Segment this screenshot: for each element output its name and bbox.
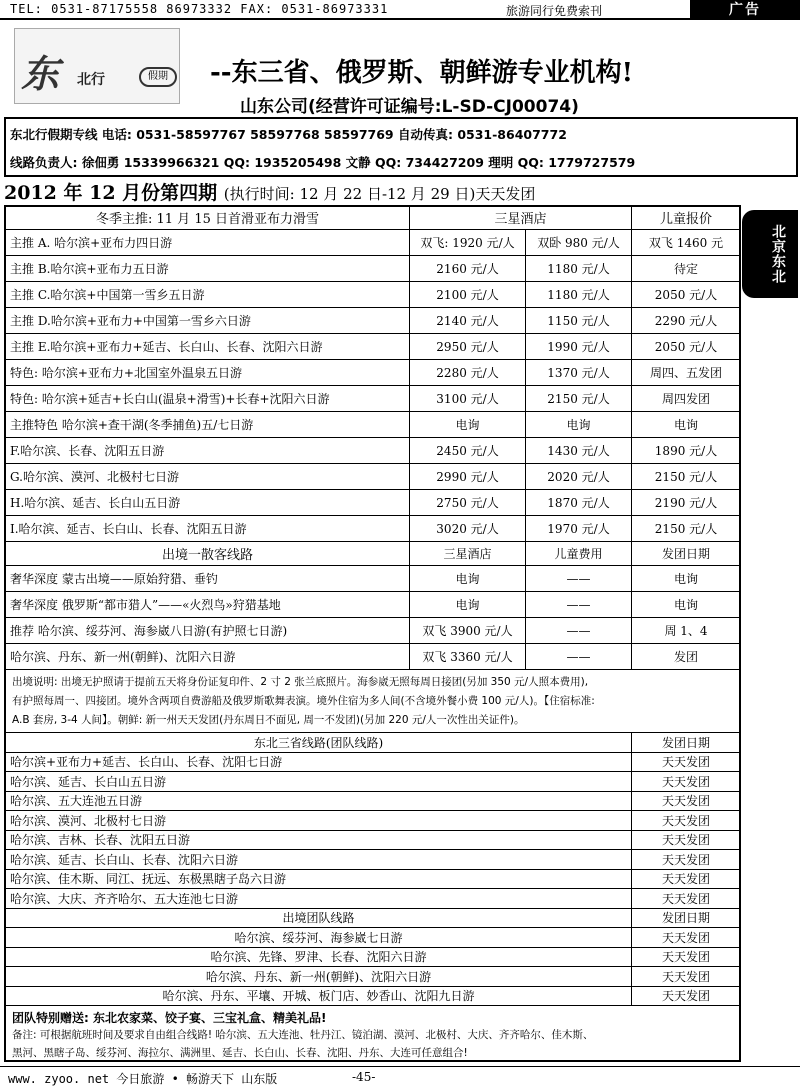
- page-footer: [0, 1066, 800, 1086]
- out-group-row: [6, 948, 740, 968]
- winter-price-child: 1890 元/人: [654, 444, 718, 458]
- winter-header-row: [6, 206, 740, 230]
- company-branch: 山东公司(经营许可证编号:L-SD-CJ00074): [240, 97, 579, 117]
- outbound-price: 双飞 3360 元/人: [410, 644, 526, 669]
- winter-route: 主推 B.哈尔滨+亚布力五日游: [6, 256, 410, 281]
- winter-price-child: 2050 元/人: [654, 340, 718, 354]
- out-group-row: [6, 928, 740, 948]
- winter-price-a: 3020 元/人: [410, 516, 526, 541]
- ne-group-date: 天天发团: [661, 774, 710, 789]
- outbound-row: [6, 644, 740, 670]
- logo-badge: 假期: [139, 67, 177, 87]
- footer-site: www. zyoo. net 今日旅游 • 畅游天下 山东版: [8, 1072, 278, 1086]
- ne-group-date: 天天发团: [661, 813, 710, 828]
- ne-group-route: 哈尔滨、漠河、北极村七日游: [6, 811, 632, 830]
- winter-price-child: 待定: [673, 262, 698, 276]
- winter-row: [6, 308, 740, 334]
- outbound-price: 电询: [410, 592, 526, 617]
- ne-group-header-date: 发团日期: [661, 735, 710, 750]
- winter-price-b: 双卧 980 元/人: [526, 230, 632, 255]
- logo-sub: 北行: [77, 72, 105, 88]
- winter-price-child: 周四、五发团: [649, 366, 722, 380]
- ne-group-route: 哈尔滨、五大连池五日游: [6, 792, 632, 811]
- ne-group-date: 天天发团: [661, 833, 710, 848]
- winter-price-a: 2950 元/人: [410, 334, 526, 359]
- winter-row: [6, 360, 740, 386]
- winter-price-a: 2160 元/人: [410, 256, 526, 281]
- side-tab: [742, 210, 798, 298]
- winter-price-child: 2150 元/人: [654, 470, 718, 484]
- ne-group-date: 天天发团: [661, 755, 710, 770]
- outbound-child: ——: [526, 566, 632, 591]
- winter-price-child: 2050 元/人: [654, 288, 718, 302]
- logo-text: 东: [21, 51, 60, 96]
- winter-price-child: 2190 元/人: [654, 496, 718, 510]
- ne-group-route: 哈尔滨、佳木斯、同江、抚远、东极黑瞎子岛六日游: [6, 870, 632, 889]
- out-group-header-row: [6, 909, 740, 929]
- ne-group-row: [6, 870, 740, 890]
- outbound-row: [6, 566, 740, 592]
- contact-box: [4, 117, 798, 177]
- winter-price-child: 双飞 1460 元: [648, 236, 724, 250]
- winter-row: [6, 282, 740, 308]
- contact-line-1: 东北行假期专线 电话: 0531-58597767 58597768 58597769 自动传真: 0531-86407772: [10, 127, 567, 142]
- outbound-note-line: 出境说明: 出境无护照请于提前五天将身份证复印件、2 寸 2 张兰底照片。海参崴无照每周日接团(另加 350 元/人照本费用),: [12, 676, 589, 688]
- winter-route: 主推特色 哈尔滨+查干湖(冬季捕鱼)五/七日游: [6, 412, 410, 437]
- winter-row: [6, 516, 740, 542]
- company-logo: [14, 28, 180, 104]
- winter-route: I.哈尔滨、延吉、长白山、长春、沈阳五日游: [6, 516, 410, 541]
- winter-price-child: 周四发团: [661, 392, 710, 406]
- out-group-route: 哈尔滨、先锋、罗津、长春、沈阳六日游: [6, 948, 632, 967]
- outbound-price: 双飞 3900 元/人: [410, 618, 526, 643]
- outbound-child: ——: [526, 618, 632, 643]
- winter-price-b: 1180 元/人: [526, 282, 632, 307]
- outbound-child: ——: [526, 592, 632, 617]
- header-publication: 旅游同行免费索刊: [506, 4, 603, 18]
- outbound-row: [6, 618, 740, 644]
- outbound-route: 哈尔滨、丹东、新一州(朝鲜)、沈阳六日游: [6, 644, 410, 669]
- outbound-child: ——: [526, 644, 632, 669]
- ne-group-row: [6, 792, 740, 812]
- winter-header-child: 儿童报价: [659, 212, 712, 227]
- winter-route: G.哈尔滨、漠河、北极村七日游: [6, 464, 410, 489]
- side-tab-label: 北京东北: [770, 224, 786, 284]
- out-group-route: 哈尔滨、丹东、平壤、开城、板门店、妙香山、沈阳九日游: [6, 987, 632, 1006]
- outbound-route: 奢华深度 蒙古出境——原始狩猎、垂钓: [6, 566, 410, 591]
- winter-price-b: 1990 元/人: [526, 334, 632, 359]
- company-slogan: --东三省、俄罗斯、朝鲜游专业机构!: [210, 58, 633, 88]
- winter-route: 主推 A. 哈尔滨+亚布力四日游: [6, 230, 410, 255]
- winter-price-b: 电询: [526, 412, 632, 437]
- winter-price-b: 1870 元/人: [526, 490, 632, 515]
- winter-price-a: 双飞: 1920 元/人: [410, 230, 526, 255]
- winter-route: H.哈尔滨、延吉、长白山五日游: [6, 490, 410, 515]
- winter-row: [6, 386, 740, 412]
- period-note: (执行时间: 12 月 22 日-12 月 29 日)天天发团: [223, 185, 536, 203]
- out-group-date: 天天发团: [661, 950, 710, 965]
- winter-route: 特色: 哈尔滨+延吉+长白山(温泉+滑雪)+长春+沈阳六日游: [6, 386, 410, 411]
- out-group-row: [6, 967, 740, 987]
- winter-row: [6, 230, 740, 256]
- winter-row: [6, 412, 740, 438]
- ne-group-route: 哈尔滨、延吉、长白山五日游: [6, 772, 632, 791]
- ne-group-date: 天天发团: [661, 891, 710, 906]
- outbound-note-line: A.B 套房, 3-4 人间】。朝鲜: 新一州天天发团(丹东周日不面见, 周一不发团)(另加 220 元/人一次性出关证件)。: [12, 714, 525, 726]
- winter-price-a: 电询: [410, 412, 526, 437]
- winter-price-a: 2750 元/人: [410, 490, 526, 515]
- ne-group-date: 天天发团: [661, 872, 710, 887]
- winter-route: 主推 D.哈尔滨+亚布力+中国第一雪乡六日游: [6, 308, 410, 333]
- winter-price-a: 3100 元/人: [410, 386, 526, 411]
- ne-group-route: 哈尔滨、大庆、齐齐哈尔、五大连池七日游: [6, 889, 632, 908]
- period-title: [4, 178, 535, 205]
- ne-group-route: 哈尔滨、延吉、长白山、长春、沈阳六日游: [6, 850, 632, 869]
- winter-row: [6, 490, 740, 516]
- outbound-header-date: 发团日期: [661, 547, 710, 561]
- ne-group-row: [6, 772, 740, 792]
- outbound-date: 电询: [673, 572, 698, 586]
- winter-price-b: 2150 元/人: [526, 386, 632, 411]
- out-group-row: [6, 987, 740, 1007]
- header-contact: TEL: 0531-87175558 86973332 FAX: 0531-86973331: [10, 2, 389, 16]
- out-group-route: 哈尔滨、绥芬河、海参崴七日游: [6, 928, 632, 947]
- winter-price-a: 2990 元/人: [410, 464, 526, 489]
- winter-header-route: 冬季主推: 11 月 15 日首滑亚布力滑雪: [6, 206, 410, 229]
- ad-label: 广告: [690, 0, 800, 20]
- outbound-route: 奢华深度 俄罗斯“都市猎人”——«火烈鸟»狩猎基地: [6, 592, 410, 617]
- out-group-route: 哈尔滨、丹东、新一州(朝鲜)、沈阳六日游: [6, 967, 632, 986]
- ne-group-row: [6, 811, 740, 831]
- ne-group-route: 哈尔滨+亚布力+延吉、长白山、长春、沈阳七日游: [6, 753, 632, 772]
- outbound-date: 电询: [673, 598, 698, 612]
- winter-price-b: 1150 元/人: [526, 308, 632, 333]
- winter-price-a: 2140 元/人: [410, 308, 526, 333]
- out-group-date: 天天发团: [661, 969, 710, 984]
- winter-price-a: 2450 元/人: [410, 438, 526, 463]
- winter-price-child: 2290 元/人: [654, 314, 718, 328]
- out-group-header-route: 出境团队线路: [6, 909, 632, 928]
- period-main: 2012 年 12 月份第四期: [4, 182, 218, 204]
- ne-group-row: [6, 753, 740, 773]
- ne-group-header-row: [6, 733, 740, 753]
- gifts-line: 团队特别赠送: 东北农家菜、饺子宴、三宝礼盒、精美礼品!: [12, 1011, 327, 1025]
- winter-price-a: 2100 元/人: [410, 282, 526, 307]
- ne-group-row: [6, 889, 740, 909]
- outbound-header-child: 儿童费用: [526, 542, 632, 565]
- outbound-row: [6, 592, 740, 618]
- outbound-header-hotel: 三星酒店: [410, 542, 526, 565]
- winter-price-b: 1370 元/人: [526, 360, 632, 385]
- ne-group-date: 天天发团: [661, 794, 710, 809]
- winter-price-child: 2150 元/人: [654, 522, 718, 536]
- page-number: -45-: [352, 1070, 376, 1084]
- winter-header-hotel: 三星酒店: [410, 206, 632, 229]
- contact-line-2: 线路负责人: 徐佃勇 15339966321 QQ: 1935205498 文静 QQ: 734427209 理明 QQ: 1779727579: [10, 155, 636, 170]
- out-group-header-date: 发团日期: [661, 911, 710, 926]
- winter-price-a: 2280 元/人: [410, 360, 526, 385]
- winter-price-child: 电询: [673, 418, 698, 432]
- ne-group-row: [6, 831, 740, 851]
- ne-group-row: [6, 850, 740, 870]
- ne-group-header-route: 东北三省线路(团队线路): [6, 733, 632, 752]
- outbound-price: 电询: [410, 566, 526, 591]
- out-group-date: 天天发团: [661, 930, 710, 945]
- outbound-note-line: 有护照每周一、四接团。境外含两项自费游船及俄罗斯歌舞表演。境外住宿为多人间(不含境外餐小费 100 元/人)。【住宿标准:: [12, 695, 595, 707]
- winter-row: [6, 256, 740, 282]
- outbound-date: 发团: [673, 650, 698, 664]
- winter-price-b: 1970 元/人: [526, 516, 632, 541]
- winter-row: [6, 464, 740, 490]
- winter-route: 主推 C.哈尔滨+中国第一雪乡五日游: [6, 282, 410, 307]
- outbound-date: 周 1、4: [664, 624, 708, 638]
- ne-group-date: 天天发团: [661, 852, 710, 867]
- winter-row: [6, 438, 740, 464]
- outbound-header-row: [6, 542, 740, 566]
- winter-route: 特色: 哈尔滨+亚布力+北国室外温泉五日游: [6, 360, 410, 385]
- winter-price-b: 2020 元/人: [526, 464, 632, 489]
- winter-route: F.哈尔滨、长春、沈阳五日游: [6, 438, 410, 463]
- winter-route: 主推 E.哈尔滨+亚布力+延吉、长白山、长春、沈阳六日游: [6, 334, 410, 359]
- outbound-header-route: 出境一散客线路: [6, 542, 410, 565]
- outbound-route: 推荐 哈尔滨、绥芬河、海参崴八日游(有护照七日游): [6, 618, 410, 643]
- out-group-date: 天天发团: [661, 989, 710, 1004]
- winter-price-b: 1430 元/人: [526, 438, 632, 463]
- winter-price-b: 1180 元/人: [526, 256, 632, 281]
- top-header-strip: [0, 0, 800, 20]
- remark-line: 黑河、黑瞎子岛、绥芬河、海拉尔、满洲里、延吉、长白山、长春、沈阳、丹东、大连可任意组合!: [12, 1047, 468, 1059]
- winter-row: [6, 334, 740, 360]
- ne-group-route: 哈尔滨、吉林、长春、沈阳五日游: [6, 831, 632, 850]
- remark-line: 备注: 可根据航班时间及要求自由组合线路! 哈尔滨、五大连池、牡丹江、镜泊湖、漠河、北极村、大庆、齐齐哈尔、佳木斯、: [12, 1029, 594, 1041]
